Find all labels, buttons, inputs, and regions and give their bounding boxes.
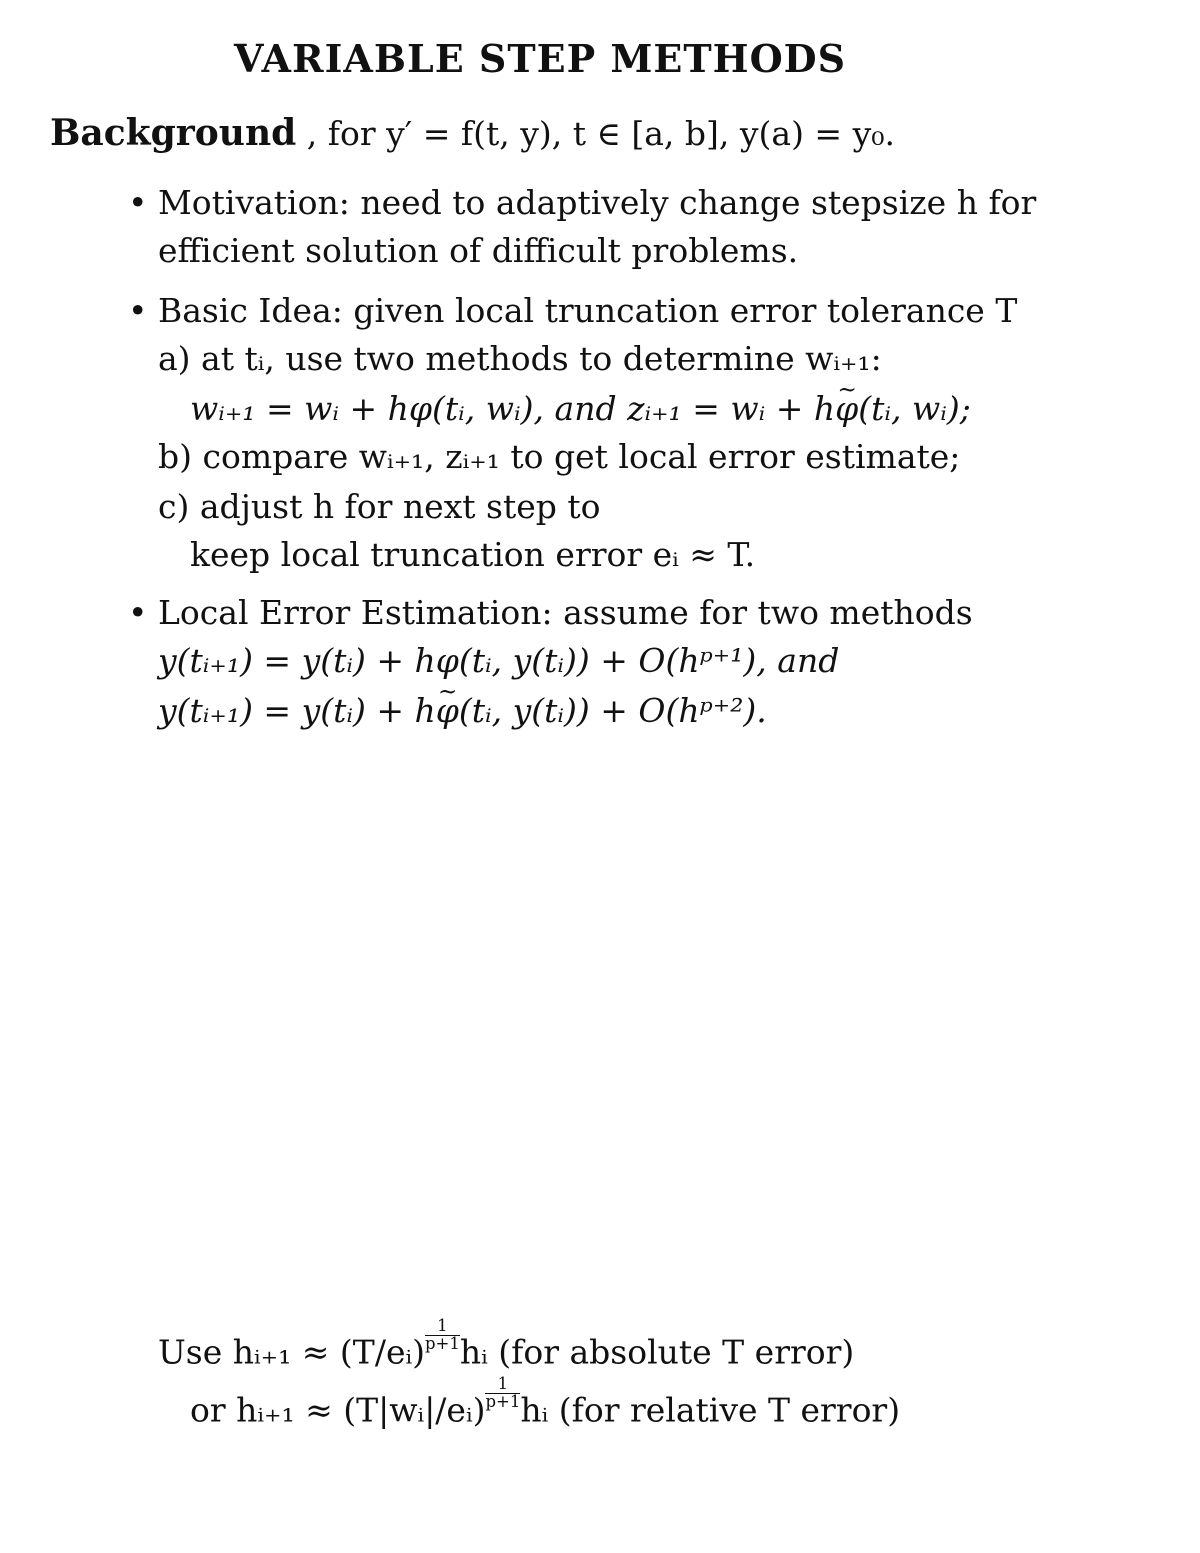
motivation-line-1: • Motivation: need to adaptively change stepsize h for: [158, 186, 1036, 219]
basic-idea-step-a: a) at tᵢ, use two methods to determine wᵢ₊₁:: [158, 339, 882, 378]
exponent-fraction: [425, 1318, 460, 1352]
exponent-denominator: p+1: [424, 1333, 460, 1353]
exponent-denominator-2: p+1: [485, 1391, 521, 1411]
exponent-numerator: 1: [425, 1318, 460, 1336]
local-error-eq-1: y(tᵢ₊₁) = y(tᵢ) + hφ(tᵢ, y(tᵢ)) + O(hᵖ⁺¹), and: [158, 641, 840, 680]
eq2-left: y(tᵢ₊₁) = y(tᵢ) + h: [158, 691, 436, 730]
background-equation: , for y′ = f(t, y), t ∈ [a, b], y(a) = y₀.: [296, 114, 895, 153]
use-formula-rel: or hᵢ₊₁ ≈ (T|wᵢ|/eᵢ): [190, 1390, 486, 1430]
background-line: [50, 112, 895, 154]
basic-idea-line: • Basic Idea: given local truncation error tolerance T: [158, 294, 1017, 327]
eq2-right: (tᵢ, y(tᵢ)) + O(hᵖ⁺²).: [458, 691, 767, 730]
formula-z-args: (tᵢ, wᵢ);: [858, 389, 971, 428]
use-abs-tail: hᵢ (for absolute T error): [459, 1332, 855, 1372]
local-error-line: • Local Error Estimation: assume for two methods: [158, 596, 973, 629]
formula-w: wᵢ₊₁ = wᵢ + hφ(tᵢ, wᵢ), and: [190, 389, 628, 428]
use-line-2: [190, 1374, 901, 1430]
formula-z: zᵢ₊₁ = wᵢ + h: [627, 389, 836, 428]
basic-idea-step-c-2: keep local truncation error eᵢ ≈ T.: [190, 535, 756, 574]
background-heading: Background: [50, 112, 297, 154]
use-formula-abs: Use hᵢ₊₁ ≈ (T/eᵢ): [158, 1332, 425, 1372]
motivation-line-2: efficient solution of difficult problems.: [158, 231, 799, 270]
basic-idea-step-b: b) compare wᵢ₊₁, zᵢ₊₁ to get local error estimate;: [158, 437, 961, 476]
basic-idea-formula: [190, 389, 971, 428]
basic-idea-step-c: c) adjust h for next step to: [158, 487, 601, 526]
phi-tilde-2: ~ φ: [436, 694, 459, 727]
exponent-numerator-2: 1: [485, 1376, 520, 1394]
use-line-1: [158, 1316, 855, 1372]
exponent-fraction-2: [485, 1376, 520, 1410]
phi-tilde: ~ φ: [835, 392, 858, 425]
use-rel-tail: hᵢ (for relative T error): [520, 1390, 901, 1430]
local-error-eq-2: [158, 691, 767, 730]
page-title: VARIABLE STEP METHODS: [234, 36, 847, 81]
